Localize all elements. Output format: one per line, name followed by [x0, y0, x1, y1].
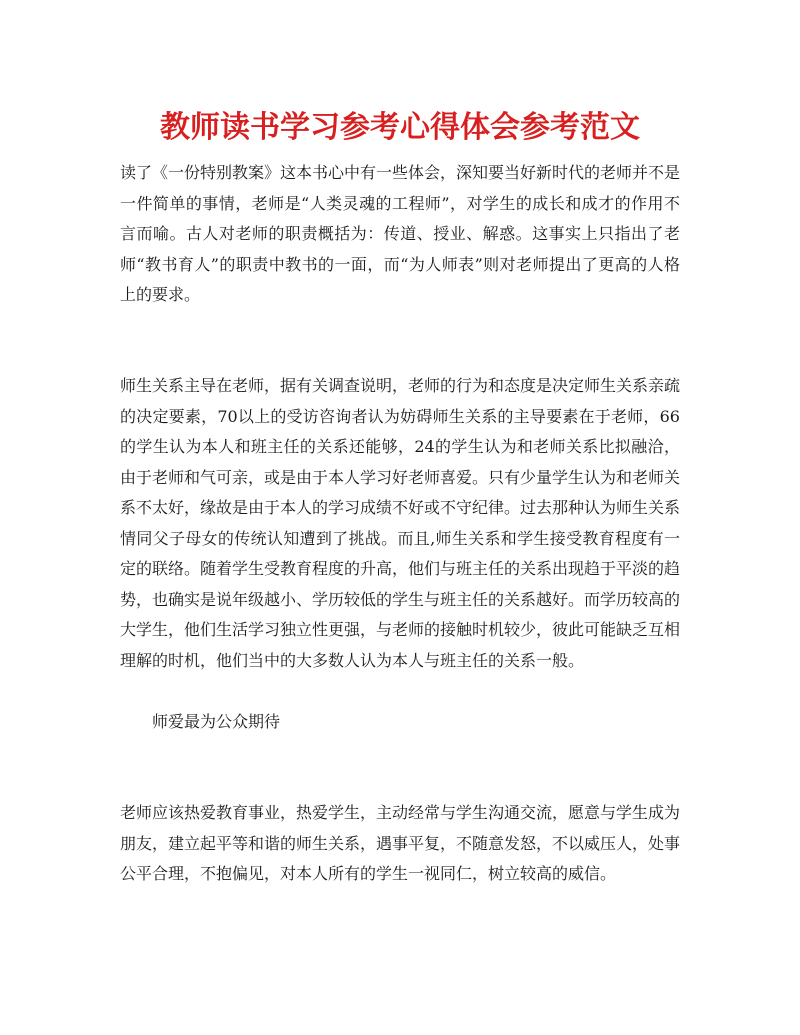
paragraph-intro: 读了《一份特别教案》这本书心中有一些体会，深知要当好新时代的老师并不是一件简单的事情，老师是“人类灵魂的工程师”，对学生的成长和成才的作用不言而喻。古人对老师的职责概括为：传道、授业、解惑。这事实上只指出了老师“教书育人”的职责中教书的一面，而“为人师表”则对老师提出了更高的人格上的要求。 — [120, 163, 681, 304]
paragraph-teacher-duties: 老师应该热爱教育事业，热爱学生，主动经常与学生沟通交流，愿意与学生成为朋友，建立起平等和谐的师生关系，遇事平复，不随意发怒，不以威压人，处事公平合理，不抱偏见，对本人所有的学生一视同仁，树立较高的威信。 — [120, 803, 681, 883]
document-title: 教师读书学习参考心得体会参考范文 — [160, 110, 640, 145]
section-heading-teacher-love: 师爱最为公众期待 — [152, 712, 281, 731]
paragraph-teacher-student-relationship: 师生关系主导在老师，据有关调查说明，老师的行为和态度是决定师生关系亲疏的决定要素，70以上的受访咨询者认为妨碍师生关系的主导要素在于老师，66的学生认为本人和班主任的关系还能够，24的学生认为和老师关系比拟融洽，由于老师和气可亲，或是由于本人学习好老师喜爱。只有少量学生认为和老师关系不太好，缘故是由于本人的学习成绩不好或不守纪律。过去那种认为师生关系情同父子母女的传统认知遭到了挑战。而且,师生关系和学生接受教育程度有一定的联络。随着学生受教育程度的升高，他们与班主任的关系出现趋于平淡的趋势，也确实是说年级越小、学历较低的学生与班主任的关系越好。而学历较高的大学生，他们生活学习独立性更强，与老师的接触时机较少，彼此可能缺乏互相理解的时机，他们当中的大多数人认为本人与班主任的关系一般。 — [120, 376, 681, 670]
